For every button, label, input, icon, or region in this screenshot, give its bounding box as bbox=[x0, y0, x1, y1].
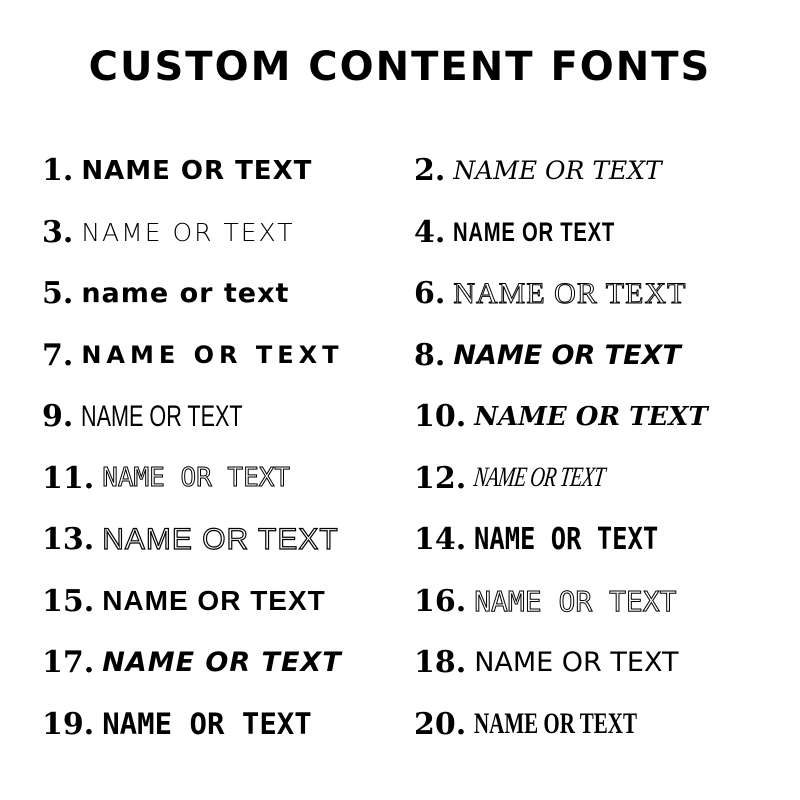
font-option-3 bbox=[42, 202, 414, 264]
font-sample: NAME OR TEXT bbox=[81, 155, 313, 186]
font-list bbox=[42, 140, 782, 755]
font-sample: NAME OR TEXT bbox=[453, 276, 687, 310]
font-sample: NAME OR TEXT bbox=[81, 399, 243, 433]
font-number: 2. bbox=[414, 153, 446, 189]
font-number: 12. bbox=[414, 460, 467, 496]
font-sample: NAME OR TEXT bbox=[102, 463, 291, 494]
font-option-2 bbox=[414, 140, 782, 202]
font-option-8 bbox=[414, 325, 782, 387]
page-title: CUSTOM CONTENT FONTS bbox=[88, 44, 712, 90]
font-number: 18. bbox=[414, 645, 467, 681]
font-sample: NAME OR TEXT bbox=[453, 216, 616, 247]
font-option-11 bbox=[42, 448, 414, 510]
font-number: 9. bbox=[42, 399, 74, 435]
font-sample: NAME OR TEXT bbox=[102, 522, 339, 556]
font-sample: NAME OR TEXT bbox=[474, 401, 708, 432]
font-number: 13. bbox=[42, 522, 95, 558]
font-number: 6. bbox=[414, 276, 446, 312]
font-sample: NAME OR TEXT bbox=[474, 584, 677, 618]
font-number: 8. bbox=[414, 337, 446, 373]
font-sample: NAME OR TEXT bbox=[474, 522, 659, 558]
font-number: 5. bbox=[42, 276, 74, 312]
font-number: 1. bbox=[42, 153, 74, 189]
font-sample: NAME OR TEXT bbox=[472, 462, 607, 494]
font-option-15 bbox=[42, 571, 414, 633]
font-sample: NAME OR TEXT bbox=[453, 339, 681, 371]
font-number: 3. bbox=[42, 214, 74, 250]
font-option-16 bbox=[414, 571, 782, 633]
font-sample: NAME OR TEXT bbox=[81, 217, 295, 247]
font-number: 15. bbox=[42, 583, 95, 619]
font-sample: NAME OR TEXT bbox=[81, 341, 344, 370]
font-number: 11. bbox=[42, 460, 95, 496]
font-number: 17. bbox=[42, 645, 95, 681]
font-sample: name or text bbox=[81, 278, 290, 310]
font-number: 20. bbox=[414, 706, 467, 742]
font-option-5 bbox=[42, 263, 414, 325]
font-option-18 bbox=[414, 632, 782, 694]
font-sample: NAME OR TEXT bbox=[474, 647, 679, 679]
font-number: 14. bbox=[414, 522, 467, 558]
font-option-13 bbox=[42, 509, 414, 571]
font-sample: NAME OR TEXT bbox=[102, 647, 342, 679]
font-option-20 bbox=[414, 694, 782, 756]
font-option-14 bbox=[414, 509, 782, 571]
font-number: 19. bbox=[42, 706, 95, 742]
font-number: 4. bbox=[414, 214, 446, 250]
font-option-10 bbox=[414, 386, 782, 448]
font-number: 10. bbox=[414, 399, 467, 435]
font-option-6 bbox=[414, 263, 782, 325]
font-sample: NAME OR TEXT bbox=[102, 585, 326, 617]
font-sample: NAME OR TEXT bbox=[453, 156, 662, 186]
font-sample: NAME OR TEXT bbox=[474, 707, 638, 741]
font-option-17 bbox=[42, 632, 414, 694]
font-option-7 bbox=[42, 325, 414, 387]
font-number: 7. bbox=[42, 337, 74, 373]
font-option-9 bbox=[42, 386, 414, 448]
font-option-12 bbox=[414, 448, 782, 510]
font-sample: NAME OR TEXT bbox=[102, 707, 312, 742]
font-option-19 bbox=[42, 694, 414, 756]
font-option-4 bbox=[414, 202, 782, 264]
font-number: 16. bbox=[414, 583, 467, 619]
font-option-1 bbox=[42, 140, 414, 202]
